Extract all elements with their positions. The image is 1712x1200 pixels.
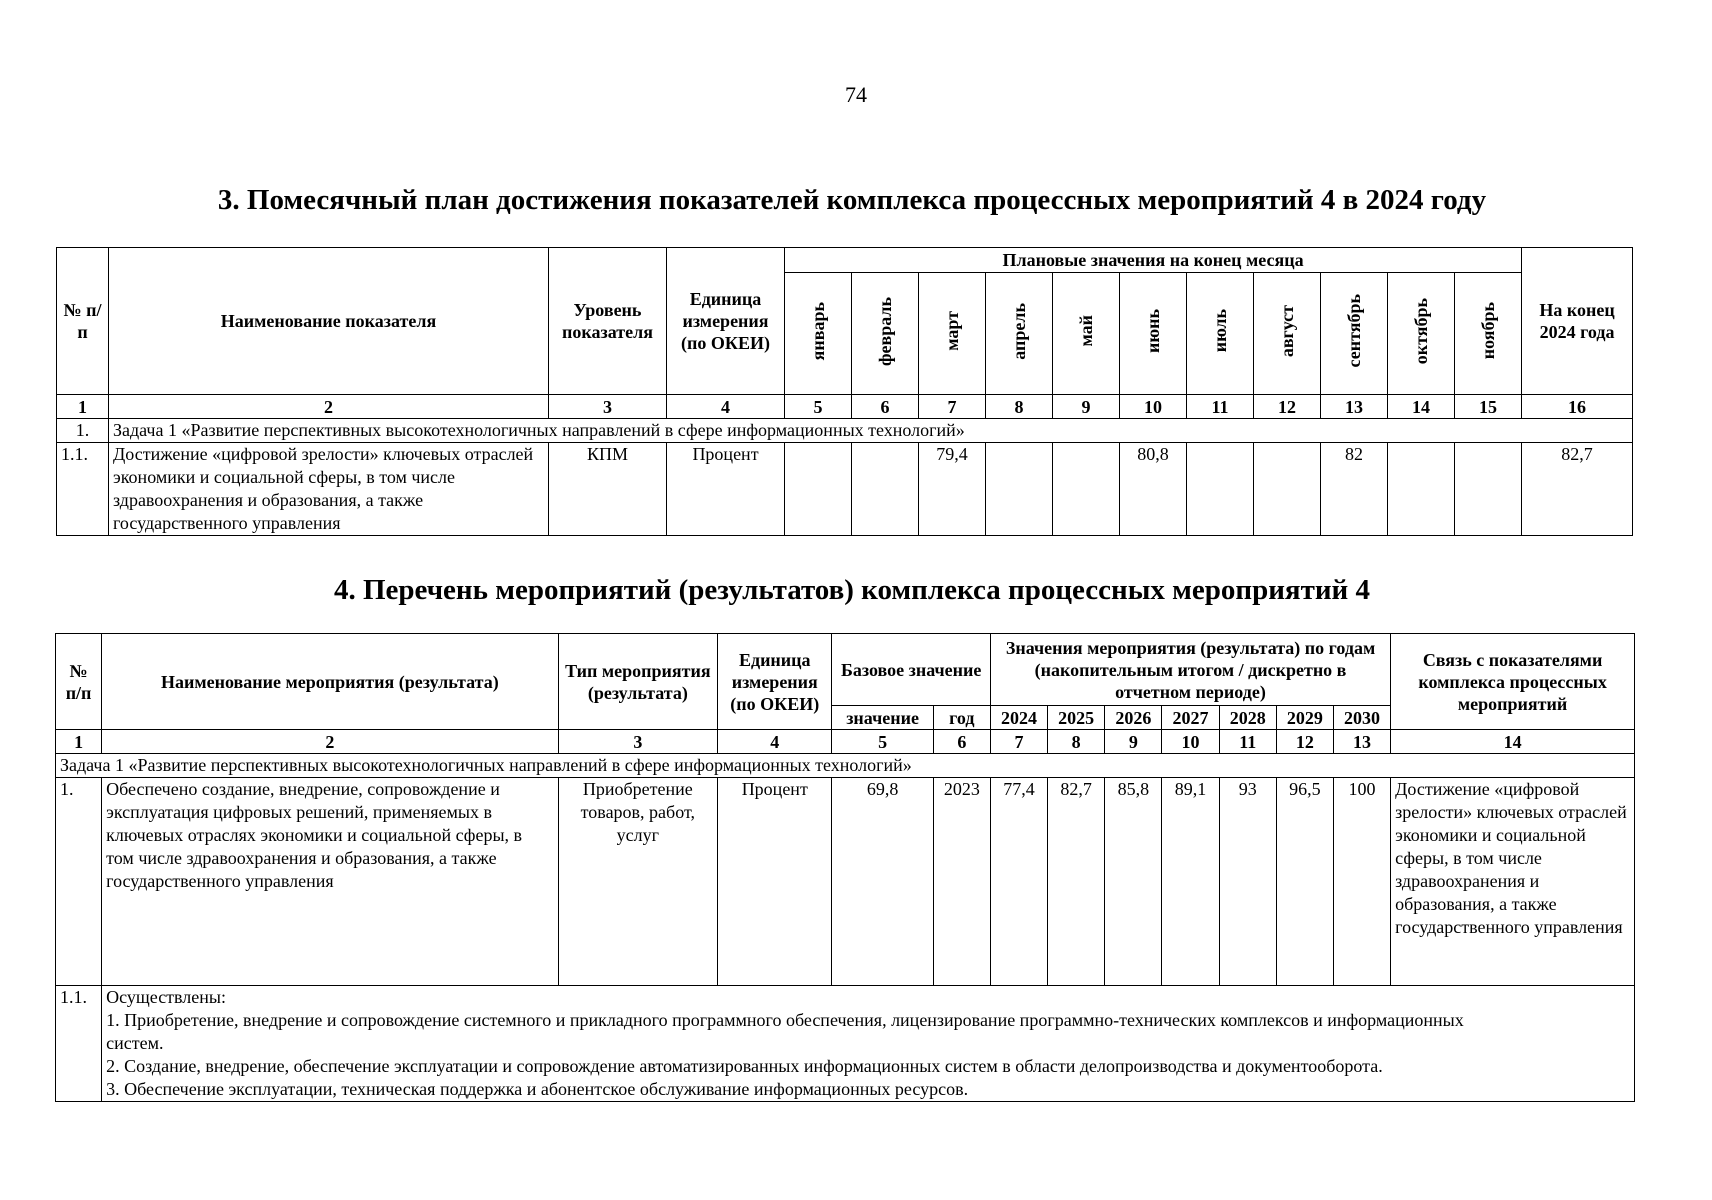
- col-number: 16: [1522, 395, 1633, 419]
- column-number-row: [56, 730, 1635, 754]
- col-number: 9: [1053, 395, 1120, 419]
- row-num: 1.1.: [57, 443, 109, 536]
- section-4-title: 4. Перечень мероприятий (результатов) комплекса процессных мероприятий 4: [333, 574, 1371, 606]
- col-number: 6: [852, 395, 919, 419]
- page-number: 74: [845, 82, 867, 107]
- year-value: 96,5: [1276, 778, 1333, 986]
- header-level: Уровень показателя: [549, 248, 667, 395]
- year-value: 77,4: [990, 778, 1047, 986]
- col-number: 7: [919, 395, 986, 419]
- col-number: 14: [1388, 395, 1455, 419]
- month-value: 80,8: [1120, 443, 1187, 536]
- col-number: 15: [1455, 395, 1522, 419]
- header-year: 2030: [1333, 706, 1390, 730]
- header-month: октябрь: [1388, 273, 1455, 395]
- year-value: 89,1: [1162, 778, 1219, 986]
- col-number: 5: [832, 730, 933, 754]
- header-month: май: [1053, 273, 1120, 395]
- col-number: 14: [1391, 730, 1635, 754]
- task-text: Задача 1 «Развитие перспективных высокотехнологичных направлений в сфере информационных технологий»: [109, 419, 1633, 443]
- activity-row: [56, 778, 1635, 986]
- header-year: 2028: [1219, 706, 1276, 730]
- header-link: Связь с показателями комплекса процессных мероприятий: [1391, 634, 1635, 730]
- header-month: август: [1254, 273, 1321, 395]
- subrow-num: 1.1.: [56, 986, 102, 1102]
- month-value: [852, 443, 919, 536]
- indicator-name: Достижение «цифровой зрелости» ключевых отраслей экономики и социальной сферы, в том числе здравоохранения и образования, а также государственного управления: [109, 443, 549, 536]
- header-unit: Единица измерения (по ОКЕИ): [667, 248, 785, 395]
- year-value: 85,8: [1105, 778, 1162, 986]
- header-month: январь: [785, 273, 852, 395]
- col-number: 8: [1048, 730, 1105, 754]
- col-number: 1: [56, 730, 102, 754]
- header-month: апрель: [986, 273, 1053, 395]
- header-num: № п/п: [56, 634, 102, 730]
- column-number-row: [57, 395, 1633, 419]
- task-num: 1.: [57, 419, 109, 443]
- activities-table: [55, 633, 1635, 1102]
- subactivity-item: 1. Приобретение, внедрение и сопровождение системного и прикладного программного обеспечения, лицензирование программно-технических комплексов и информационных систем.: [106, 1010, 1464, 1053]
- header-year: 2027: [1162, 706, 1219, 730]
- header-year: 2024: [990, 706, 1047, 730]
- indicator-link: Достижение «цифровой зрелости» ключевых отраслей экономики и социальной сферы, в том числе здравоохранения и образования, а также государственного управления: [1391, 778, 1635, 986]
- indicator-unit: Процент: [667, 443, 785, 536]
- month-value: [785, 443, 852, 536]
- base-year: 2023: [933, 778, 990, 986]
- col-number: 9: [1105, 730, 1162, 754]
- header-planned-values: Плановые значения на конец месяца: [785, 248, 1522, 273]
- header-indicator-name: Наименование показателя: [109, 248, 549, 395]
- header-month: ноябрь: [1455, 273, 1522, 395]
- header-year: 2025: [1048, 706, 1105, 730]
- header-unit: Единица измерения (по ОКЕИ): [718, 634, 832, 730]
- header-month: март: [919, 273, 986, 395]
- month-value: [1053, 443, 1120, 536]
- month-value: [1187, 443, 1254, 536]
- header-month: июнь: [1120, 273, 1187, 395]
- month-value: [986, 443, 1053, 536]
- header-month: февраль: [852, 273, 919, 395]
- month-value: 82: [1321, 443, 1388, 536]
- col-number: 4: [718, 730, 832, 754]
- col-number: 12: [1254, 395, 1321, 419]
- header-month: июль: [1187, 273, 1254, 395]
- year-value: 93: [1219, 778, 1276, 986]
- col-number: 12: [1276, 730, 1333, 754]
- col-number: 8: [986, 395, 1053, 419]
- end-of-year-value: 82,7: [1522, 443, 1633, 536]
- year-value: 82,7: [1048, 778, 1105, 986]
- row-num: 1.: [56, 778, 102, 986]
- month-value: 79,4: [919, 443, 986, 536]
- col-number: 13: [1321, 395, 1388, 419]
- header-year: 2026: [1105, 706, 1162, 730]
- col-number: 6: [933, 730, 990, 754]
- col-number: 5: [785, 395, 852, 419]
- task-row: [57, 419, 1633, 443]
- header-activity-type: Тип мероприятия (результата): [558, 634, 718, 730]
- subactivity-item: 3. Обеспечение эксплуатации, техническая поддержка и абонентское обслуживание информационных ресурсов.: [106, 1079, 969, 1099]
- section-3-title: 3. Помесячный план достижения показателей комплекса процессных мероприятий 4 в 2024 году: [217, 184, 1487, 216]
- activity-type: Приобретение товаров, работ, услуг: [558, 778, 718, 986]
- header-values-by-year: Значения мероприятия (результата) по годам (накопительным итогом / дискретно в отчетном периоде): [990, 634, 1390, 706]
- header-num: № п/п: [57, 248, 109, 395]
- col-number: 11: [1219, 730, 1276, 754]
- header-year: 2029: [1276, 706, 1333, 730]
- col-number: 11: [1187, 395, 1254, 419]
- month-value: [1388, 443, 1455, 536]
- indicator-level: КПМ: [549, 443, 667, 536]
- subactivity-heading: Осуществлены:: [106, 987, 227, 1007]
- col-number: 4: [667, 395, 785, 419]
- header-base: Базовое значение: [832, 634, 990, 706]
- col-number: 7: [990, 730, 1047, 754]
- col-number: 13: [1333, 730, 1390, 754]
- year-value: 100: [1333, 778, 1390, 986]
- month-value: [1254, 443, 1321, 536]
- header-month: сентябрь: [1321, 273, 1388, 395]
- col-number: 10: [1120, 395, 1187, 419]
- col-number: 1: [57, 395, 109, 419]
- col-number: 3: [549, 395, 667, 419]
- subactivity-list: [102, 986, 1635, 1102]
- activity-name: Обеспечено создание, внедрение, сопровождение и эксплуатация цифровых решений, применяемых в ключевых отраслях экономики и социальной сферы, в том числе здравоохранения и образования, а также государственного управления: [102, 778, 558, 986]
- activity-unit: Процент: [718, 778, 832, 986]
- task-row: [56, 754, 1635, 778]
- header-activity-name: Наименование мероприятия (результата): [102, 634, 558, 730]
- task-text: Задача 1 «Развитие перспективных высокотехнологичных направлений в сфере информационных технологий»: [56, 754, 1635, 778]
- monthly-plan-table: [56, 247, 1633, 536]
- subactivity-row: [56, 986, 1635, 1102]
- base-value: 69,8: [832, 778, 933, 986]
- col-number: 10: [1162, 730, 1219, 754]
- col-number: 3: [558, 730, 718, 754]
- header-base-year: год: [933, 706, 990, 730]
- subactivity-item: 2. Создание, внедрение, обеспечение эксплуатации и сопровождение автоматизированных информационных систем в области делопроизводства и документооборота.: [106, 1056, 1383, 1076]
- col-number: 2: [102, 730, 558, 754]
- col-number: 2: [109, 395, 549, 419]
- header-end-of-year: На конец 2024 года: [1522, 248, 1633, 395]
- month-value: [1455, 443, 1522, 536]
- header-base-value: значение: [832, 706, 933, 730]
- indicator-row: [57, 443, 1633, 536]
